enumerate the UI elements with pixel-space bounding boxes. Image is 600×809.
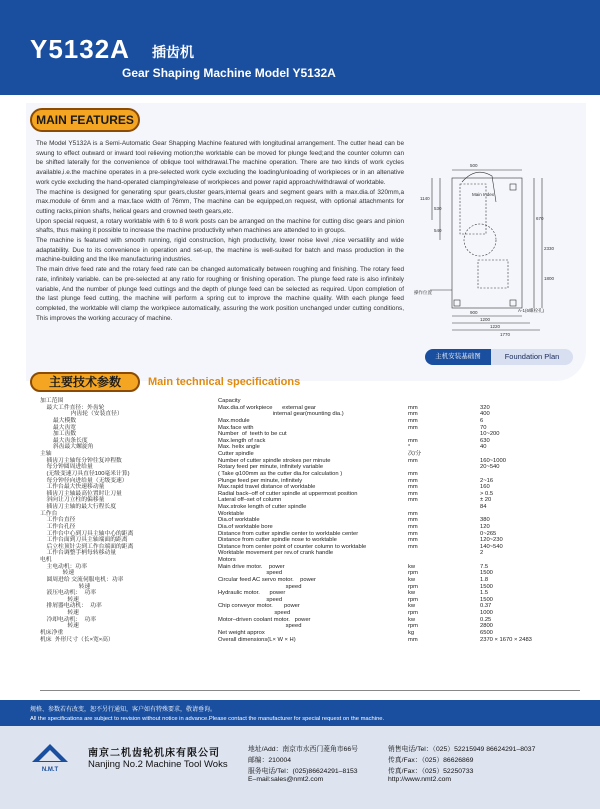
spec-label-en: speed	[218, 623, 302, 630]
specs-heading-cn: 主要技术参数	[30, 372, 140, 392]
spec-unit: mm	[408, 484, 418, 491]
spec-value: 40	[480, 444, 487, 451]
features-paragraph: The Model Y5132A is a Semi-Automatic Gear Shapping Machine featured with longitudinal arrangement. The cutter head can be swung to effect outward or inward tool relieving motion;the worktable can be moved for plunge feed;and the counter column can be shifted laterally for the convenience of oblique tool withdrawal.The machine operation. There are two kinds of work cycles available,i.e.the machine operates in a pre-selected work cycle excluding the loading/unloading of workpieces or in an altenative work cycle excluding the hand-operated clamping/release of workpieces and power rapid approach/withdrawal of worktable.	[36, 140, 404, 186]
spec-value: 630	[480, 437, 490, 444]
spec-label-en: Max.stroke length of cutter spindle	[218, 504, 307, 510]
notice-en: All the specifications are subject to revision without notice in advance.Please contact the manufacturer for special request on the machine.	[30, 716, 385, 722]
spec-value: 84	[480, 504, 487, 510]
spec-label-cn: 工作台最大快速移动量	[40, 484, 105, 491]
spec-label-en: Motor–driven coolant motor. power	[218, 616, 311, 623]
company-logo	[28, 742, 72, 774]
spec-row	[40, 544, 580, 551]
features-paragraph: The main drive feed rate and the rotary feed rate can be changed automatically between roughing and finishing. The rotary feed rate, infinitely variable. can be pre-selected at any ratio for roughing or finishing operation. The plunge feed rate is also infinitely variable, And the number of plunge feed cuttings and the depth of plunge feed can be selected as required. Upon completion of the last plunge feed cutting, the machine will perform a spring cut to improve the machine quality. With each plunge feed completed, the worktable will clamp the workpiece automatically, assuring the work position unchanged under cutting conditions, This improves the working accuracy of machine.	[36, 266, 404, 322]
spec-label-en: Plunge feed per minute, infinitely	[218, 477, 303, 484]
spec-unit: rpm	[408, 570, 418, 577]
spec-row	[40, 517, 580, 524]
features-paragraph: The machine is designed for generating spur gears,cluster gears,internal gears and segment gears with a max.dia.of 320mm,a max.module of 6mm and a max.face width of 76mm, The machine can be equipped,on request, with optional attachments for cutting racks,pinion shafts, helical gears and crowned teeth gears,etc.	[36, 188, 404, 215]
spec-label-en: Max.dia.of workpiece external gear	[218, 404, 316, 411]
dim-label: 500	[470, 163, 478, 168]
spec-value: 1500	[480, 583, 493, 590]
spec-row	[40, 504, 580, 511]
spec-unit: mm	[408, 470, 418, 477]
spec-unit: mm	[408, 490, 418, 497]
spec-unit: kw	[408, 616, 416, 623]
spec-value: 1.5	[480, 590, 489, 597]
spec-row	[40, 458, 580, 465]
spec-unit: mm	[408, 517, 418, 524]
spec-row	[40, 491, 580, 498]
dim-label: 540	[434, 228, 442, 233]
spec-label-cn: 排屑器电动机： 功率	[40, 603, 102, 610]
specs-heading-en: Main technical specifications	[148, 376, 301, 388]
spec-label-en: speed	[218, 610, 291, 616]
spec-row	[40, 577, 580, 584]
spec-label-cn: 最大齿条长度	[40, 437, 88, 444]
model-title: Y5132A	[30, 34, 130, 64]
spec-value: 2370 × 1670 × 2483	[480, 636, 532, 643]
spec-value: 1500	[480, 596, 493, 603]
spec-row	[40, 471, 580, 478]
dim-label: 670	[536, 216, 544, 221]
dim-label: 1140	[420, 196, 430, 201]
spec-label-en: Max. helix angle	[218, 444, 260, 451]
spec-unit: mm	[408, 437, 418, 444]
bolt-hole	[510, 184, 516, 190]
spec-label-cn: 工作台	[40, 510, 58, 517]
worktable-circle	[464, 224, 496, 256]
spec-label-cn: 工作台面到刀具主轴端面的距离	[40, 537, 128, 544]
drawing-note: 操作位置	[414, 290, 432, 295]
logo-text: N.M.T	[41, 767, 59, 773]
company-service-tel: 服务电话/Tel：(025)86624291–8153	[248, 768, 358, 775]
dim-label: 2330	[544, 246, 555, 251]
spec-value: 70	[480, 424, 487, 431]
spec-value: 7.5	[480, 563, 489, 570]
spec-value: 120	[480, 523, 490, 530]
foundation-outline	[452, 178, 522, 308]
spec-unit: mm	[408, 424, 418, 431]
spec-label-en: Distance from cutter spindle nose to worktable	[218, 537, 337, 544]
spec-label-cn: 转速	[40, 596, 79, 603]
spec-label-cn: 转速	[40, 583, 91, 590]
foundation-plan-label	[425, 349, 573, 365]
spec-label-cn: 电机	[40, 557, 52, 563]
spec-label-cn: 每分钟径向进给量（无级变速）	[40, 477, 128, 484]
spec-label-cn: 加工范围	[40, 398, 64, 404]
spec-row	[40, 484, 580, 491]
spec-unit: mm	[408, 411, 418, 418]
spec-label-cn: 主轴	[40, 451, 52, 457]
spec-row	[40, 431, 580, 438]
spec-row	[40, 570, 580, 577]
spec-unit: mm	[408, 497, 418, 504]
spec-label-cn: 插齿刀主轴最高位置时让刀量	[40, 490, 122, 497]
spec-unit: 次/分	[408, 451, 422, 457]
spec-label-cn: 转速	[40, 610, 79, 616]
spec-unit: mm	[408, 530, 418, 537]
spec-label-en: speed	[218, 583, 302, 590]
spec-label-en: Distance from center point of counter column to worktable	[218, 543, 367, 550]
spec-row	[40, 603, 580, 610]
spec-label-en: Number of cutter spindle strokes per minute	[218, 457, 331, 464]
spec-label-en: Dia.of worktable bore	[218, 523, 273, 530]
spec-value: 2~16	[480, 477, 494, 484]
spec-label-cn: 主电动机：功率	[40, 563, 88, 570]
spec-value: 2	[480, 550, 484, 557]
spec-unit: mm	[408, 477, 418, 484]
spec-label-cn: 每分钟圆周进给量	[40, 464, 93, 471]
spec-unit: rpm	[408, 596, 418, 603]
spec-value: 380	[480, 517, 490, 524]
spec-label-en: Dia.of worktable	[218, 517, 260, 524]
spec-label-en: Hydraulic motor. power	[218, 590, 286, 597]
company-fax-2: 传真/Fax：（025）52250733	[388, 768, 474, 775]
notice-cn: 规格、参数若有改变，恕不另行通知，客户如有特殊要求，敬请垂询。	[30, 707, 217, 713]
spec-value: ± 20	[480, 497, 492, 504]
spec-label-en: Max.face with	[218, 424, 254, 431]
spec-value: 140~540	[480, 543, 503, 550]
base-outline	[478, 260, 508, 288]
company-name-en: Nanjing No.2 Machine Tool Woks	[88, 759, 228, 770]
spec-label-cn: 圆周进给 交流伺服电机：功率	[40, 576, 124, 583]
spec-label-en: Main drive motor. power	[218, 563, 285, 570]
spec-label-cn: 最大工件直径：外齿轮	[40, 404, 105, 411]
spec-value: 160	[480, 484, 490, 491]
spec-label-cn: 插齿刀主轴每分钟往复冲程数	[40, 457, 122, 464]
spec-value: 10~200	[480, 431, 500, 438]
spec-unit: mm	[408, 404, 418, 411]
bolt-hole	[510, 300, 516, 306]
spec-unit: kw	[408, 603, 416, 610]
company-fax-1: 传真/Fax：（025）86626869	[388, 757, 474, 764]
spec-label-cn: 斜向让刀立柱的偏移量	[40, 497, 105, 504]
spec-value: 2800	[480, 623, 493, 630]
spec-label-cn: 后立柱顶针尖到工作台端面的距离	[40, 543, 134, 550]
spec-unit: rpm	[408, 610, 418, 616]
spec-value: 6	[480, 417, 484, 424]
spec-row	[40, 564, 580, 571]
spec-row	[40, 497, 580, 504]
spec-label-en: internal gear(mounting dia.)	[218, 411, 344, 418]
model-subtitle: Gear Shaping Machine Model Y5132A	[122, 66, 336, 80]
foundation-plan-drawing	[410, 140, 580, 340]
spec-label-cn: 转速	[40, 570, 75, 577]
spec-label-en: Max.length of rack	[218, 437, 266, 444]
spec-row	[40, 451, 580, 458]
dim-label: 1770	[500, 332, 511, 337]
spec-label-cn: 机床 外形尺寸（长×宽×高）	[40, 636, 114, 643]
spec-label-cn: (无级变速刀具直径100毫米计算)	[40, 470, 130, 477]
spec-label-en: speed	[218, 596, 283, 603]
spec-value: 120~230	[480, 537, 503, 544]
spec-unit: kw	[408, 563, 416, 570]
spec-value: 160~1000	[480, 457, 506, 464]
spec-unit: mm	[408, 636, 418, 643]
features-paragraph: The machine is featured with smooth running, rigid construction, high productivity, lower noise level ,nice versatility and wide adaptability. Due to its convenience in operation and set-up, the machine is well-suited for batch and mass production in the machine-building and the like manufacturing industries.	[36, 237, 404, 264]
spec-unit: kw	[408, 576, 416, 583]
spec-unit: mm	[408, 457, 418, 464]
spec-label-en: Lateral off–set of column	[218, 497, 282, 504]
spec-label-en: Rotary feed per minute, infinitely variable	[218, 464, 324, 471]
spec-row	[40, 610, 580, 617]
spec-value: 0.25	[480, 616, 492, 623]
spec-row	[40, 444, 580, 451]
spec-row	[40, 438, 580, 445]
spec-label-en: Number of teeth to be cut	[218, 431, 287, 438]
spec-row	[40, 464, 580, 471]
spec-unit: mm	[408, 523, 418, 530]
dim-label: 1220	[490, 324, 501, 329]
spec-label-en: Overall dimensions(L× W × H)	[218, 636, 296, 643]
spec-label-cn: 转速	[40, 623, 79, 630]
dim-label: 1200	[480, 317, 491, 322]
spec-label-en: Worktable	[218, 510, 244, 517]
spec-label-cn: 机床净重	[40, 629, 64, 636]
dim-label: 530	[434, 206, 442, 211]
spec-value: 1500	[480, 570, 493, 577]
model-title-cn: 插齿机	[152, 44, 194, 60]
spec-value: 6500	[480, 629, 493, 636]
features-paragraph: Upon special request, a rotary worktable with 6 to 8 work posts can be arranged on the machine for cutting disc gears and pinion shafts, thus making it possible to increase the machine productivity when machines are attended to in groups.	[36, 217, 404, 235]
spec-unit: mm	[408, 417, 418, 424]
spec-label-en: Capacity	[218, 398, 241, 404]
bolt-hole	[454, 300, 460, 306]
spec-label-cn: 加工齿数	[40, 431, 77, 438]
company-sales-tel: 销售电话/Tel：（025）52215949 86624291–8037	[388, 746, 536, 753]
foundation-plan-label-en: Foundation Plan	[491, 349, 573, 365]
spec-row	[40, 623, 580, 630]
spec-label-en: Radial back–off of cutter spindle at uppermost position	[218, 490, 358, 497]
spec-value: 20~540	[480, 464, 500, 471]
spec-unit: kg	[408, 629, 415, 636]
dim-label: 900	[470, 310, 478, 315]
dim-label: 1800	[544, 276, 555, 281]
foundation-plan-label-cn: 主机安装基础图	[425, 349, 491, 365]
spec-row	[40, 425, 580, 432]
spec-value: 400	[480, 411, 490, 418]
spec-label-cn: 冷却电动机： 功率	[40, 616, 97, 623]
table-divider	[40, 690, 580, 691]
spec-label-cn: 内齿轮（安装直径）	[40, 411, 123, 418]
company-address: 地址/Add：南京市水西门菱角市66号	[248, 746, 358, 753]
spec-row	[40, 418, 580, 425]
spec-label-en: Circular feed AC servo motor. power	[218, 576, 316, 583]
spec-label-cn: 工作台中心到刀具主轴中心的距离	[40, 530, 134, 537]
spec-value: 1000	[480, 610, 493, 616]
spec-row	[40, 524, 580, 531]
spec-label-en: Net weight approx	[218, 629, 265, 636]
spec-unit: rpm	[408, 583, 418, 590]
spec-unit: mm	[408, 537, 418, 544]
company-email: E–mail:sales@nmt2.com	[248, 776, 324, 783]
spec-row	[40, 590, 580, 597]
drawing-note: A-1(6螺栓孔)	[518, 308, 545, 313]
spec-row	[40, 557, 580, 564]
spec-value: 1.8	[480, 576, 489, 583]
spec-label-cn: 插齿刀主轴的最大行程长度	[40, 504, 117, 510]
company-postcode: 邮编：210004	[248, 757, 292, 764]
company-name-cn: 南京二机齿轮机床有限公司	[88, 748, 220, 759]
spec-label-en: Worktable movement per rev.of crank handle	[218, 550, 334, 557]
spec-row	[40, 511, 580, 518]
spec-label-cn: 工作台调整手柄每转移动量	[40, 550, 117, 557]
spec-value: 0~265	[480, 530, 497, 537]
spec-row	[40, 637, 580, 644]
drawing-note: Main Index	[472, 192, 495, 197]
spec-label-cn: 斜齿最大螺旋角	[40, 444, 94, 451]
spec-row	[40, 617, 580, 624]
spec-label-en: Cutter spindle	[218, 451, 254, 457]
spec-label-en: Distance from cutter spindle center to worktable center	[218, 530, 359, 537]
spec-row	[40, 398, 580, 405]
spec-unit: mm	[408, 510, 418, 517]
spec-row	[40, 584, 580, 591]
spec-label-en: speed	[218, 570, 283, 577]
spec-unit: kw	[408, 590, 416, 597]
main-features-heading: MAIN FEATURES	[30, 108, 140, 132]
spec-row	[40, 630, 580, 637]
spec-label-cn: 工作台直径	[40, 517, 76, 524]
cutter-head-outline	[462, 172, 496, 202]
spec-row	[40, 478, 580, 485]
spec-value: 320	[480, 404, 490, 411]
spec-label-en: Chip conveyor motor. power	[218, 603, 300, 610]
spec-row	[40, 537, 580, 544]
spec-label-cn: 最大模数	[40, 417, 77, 424]
spec-table	[40, 398, 580, 643]
header-banner	[0, 0, 600, 95]
main-features-text	[36, 139, 404, 323]
spec-unit: °	[408, 444, 411, 451]
spec-unit: rpm	[408, 623, 418, 630]
spec-row	[40, 411, 580, 418]
spec-value: > 0.5	[480, 490, 494, 497]
spec-label-cn: 最大齿宽	[40, 424, 77, 431]
spec-value: 0.37	[480, 603, 492, 610]
spec-label-en: Max.module	[218, 417, 250, 424]
spec-row	[40, 550, 580, 557]
spec-unit: mm	[408, 543, 418, 550]
spec-label-en: ( Take φ100mm as the cutter dia.for calculation )	[218, 470, 343, 477]
spec-label-cn: 液压电动机： 功率	[40, 590, 97, 597]
spec-label-en: Max.rapid travel distance of worktable	[218, 484, 316, 491]
spec-row	[40, 597, 580, 604]
spec-label-cn: 工作台孔径	[40, 523, 76, 530]
company-website[interactable]: http://www.nmt2.com	[388, 776, 452, 783]
spec-label-en: Motors	[218, 557, 236, 563]
